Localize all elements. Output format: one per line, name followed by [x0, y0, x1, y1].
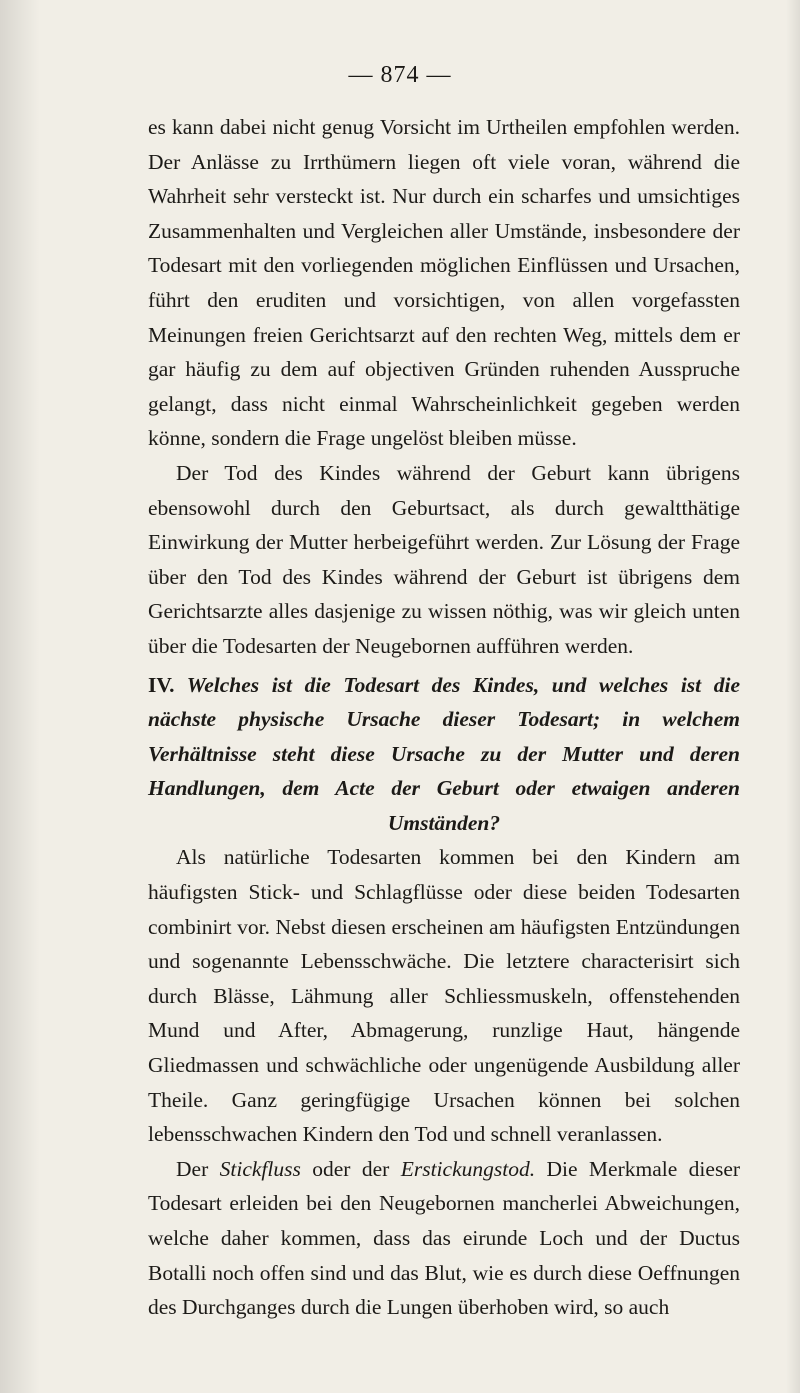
binding-gutter-shadow: [0, 0, 40, 1393]
paragraph-4-lead: Der: [176, 1156, 220, 1181]
term-erstickungstod: Erstickungstod.: [400, 1156, 536, 1181]
paragraph-3: Als natürliche Todesarten kommen bei den Kindern am häufigsten Stick- und Schlagflüsse oder diese beiden Todesarten combinirt vor. Nebst diesen erscheinen am häufigsten Entzündungen und sogenannte Lebensschwäche. Die letztere characterisirt sich durch Blässe, Lähmung aller Schliessmuskeln, offenstehenden Mund und After, Abmagerung, runzlige Haut, hängende Gliedmassen und schwächliche oder ungenügende Ausbildung aller Theile. Ganz geringfügige Ursachen können bei solchen lebensschwachen Kindern den Tod und schnell veranlassen.: [148, 845, 740, 1147]
paragraph-4-text: Die Merkmale dieser Todesart erleiden bei den Neugebornen mancherlei Abweichungen, welche daher kommen, dass das eirunde Loch und der Ductus Botalli noch offen sind und das Blut, wie es durch diese Oeffnungen des Durchganges durch die Lungen überhoben wird, so auch: [148, 1156, 741, 1320]
page-number-header: — 874 —: [348, 62, 452, 88]
paragraph-2: Der Tod des Kindes während der Geburt kann übrigens ebensowohl durch den Geburtsact, als durch gewaltthätige Einwirkung der Mutter herbeigeführt werden. Zur Lösung der Frage über den Tod des Kindes während der Geburt ist übrigens dem Gerichtsarzte alles dasjenige zu wissen nöthig, was wir gleich unten über die Todesarten der Neugebornen aufführen werden.: [148, 460, 740, 658]
paragraph-4: [148, 1152, 740, 1325]
section-number: IV.: [148, 672, 175, 697]
paragraph-4-mid: oder der: [300, 1156, 401, 1181]
section-heading-text: Welches ist die Todesart des Kindes, und welches ist die nächste physische Ursache dieser Todesart; in welchem Verhältnisse steht diese Ursache zu der Mutter und deren Handlungen, dem Acte der Geburt oder etwaigen anderen Umständen?: [148, 672, 740, 835]
section-heading: [148, 668, 740, 841]
page-edge-shadow: [786, 0, 800, 1393]
term-stickfluss: Stickfluss: [219, 1156, 301, 1181]
page-body: [148, 110, 740, 1325]
paragraph-1: es kann dabei nicht genug Vorsicht im Urtheilen empfohlen werden. Der Anlässe zu Irrthümern liegen oft viele voran, während die Wahrheit sehr versteckt ist. Nur durch ein scharfes und umsichtiges Zusammenhalten und Vergleichen aller Umstände, insbesondere der Todesart mit den vorliegenden möglichen Einflüssen und Ursachen, führt den eruditen und vorsichtigen, von allen vorgefassten Meinungen freien Gerichtsarzt auf den rechten Weg, mittels dem er gar häufig zu dem auf objectiven Gründen ruhenden Ausspruche gelangt, dass nicht einmal Wahrscheinlichkeit gegeben werden könne, sondern die Frage ungelöst bleiben müsse.: [148, 115, 740, 451]
